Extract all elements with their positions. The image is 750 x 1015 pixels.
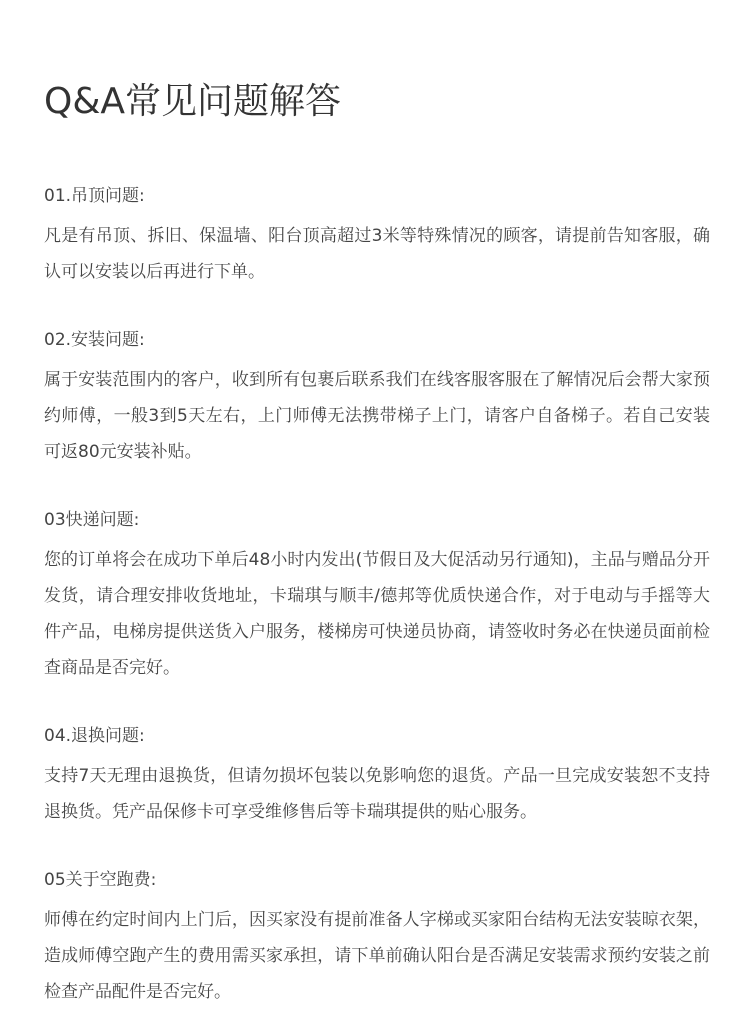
faq-item-returns: [44, 724, 710, 830]
faq-answer: 属于安装范围内的客户，收到所有包裹后联系我们在线客服客服在了解情况后会帮大家预约师傅，一般3到5天左右，上门师傅无法携带梯子上门，请客户自备梯子。若自己安装可返80元安装补贴。: [44, 370, 710, 462]
faq-heading: 05关于空跑费:: [44, 870, 157, 890]
faq-answer: 师傅在约定时间内上门后，因买家没有提前准备人字梯或买家阳台结构无法安装晾衣架，造成师傅空跑产生的费用需买家承担，请下单前确认阳台是否满足安装需求预约安装之前检查产品配件是否完好。: [44, 910, 710, 1002]
faq-heading: 02.安装问题:: [44, 330, 145, 350]
faq-answer: 凡是有吊顶、拆旧、保温墙、阳台顶高超过3米等特殊情况的顾客，请提前告知客服，确认可以安装以后再进行下单。: [44, 226, 710, 282]
faq-item-ceiling: [44, 184, 710, 290]
faq-answer: 支持7天无理由退换货，但请勿损坏包装以免影响您的退货。产品一旦完成安装恕不支持退换货。凭产品保修卡可享受维修售后等卡瑞琪提供的贴心服务。: [44, 766, 710, 822]
faq-item-wasted-trip-fee: [44, 868, 710, 1010]
faq-answer: 您的订单将会在成功下单后48小时内发出(节假日及大促活动另行通知)，主品与赠品分开发货，请合理安排收货地址，卡瑞琪与顺丰/德邦等优质快递合作，对于电动与手摇等大件产品，电梯房提供送货入户服务，楼梯房可快递员协商，请签收时务必在快递员面前检查商品是否完好。: [44, 550, 710, 678]
faq-item-installation: [44, 328, 710, 470]
faq-heading: 03快递问题:: [44, 510, 140, 530]
faq-heading: 04.退换问题:: [44, 726, 145, 746]
faq-item-delivery: [44, 508, 710, 686]
faq-heading: 01.吊顶问题:: [44, 186, 145, 206]
page-title: Q&A常见问题解答: [44, 81, 342, 122]
